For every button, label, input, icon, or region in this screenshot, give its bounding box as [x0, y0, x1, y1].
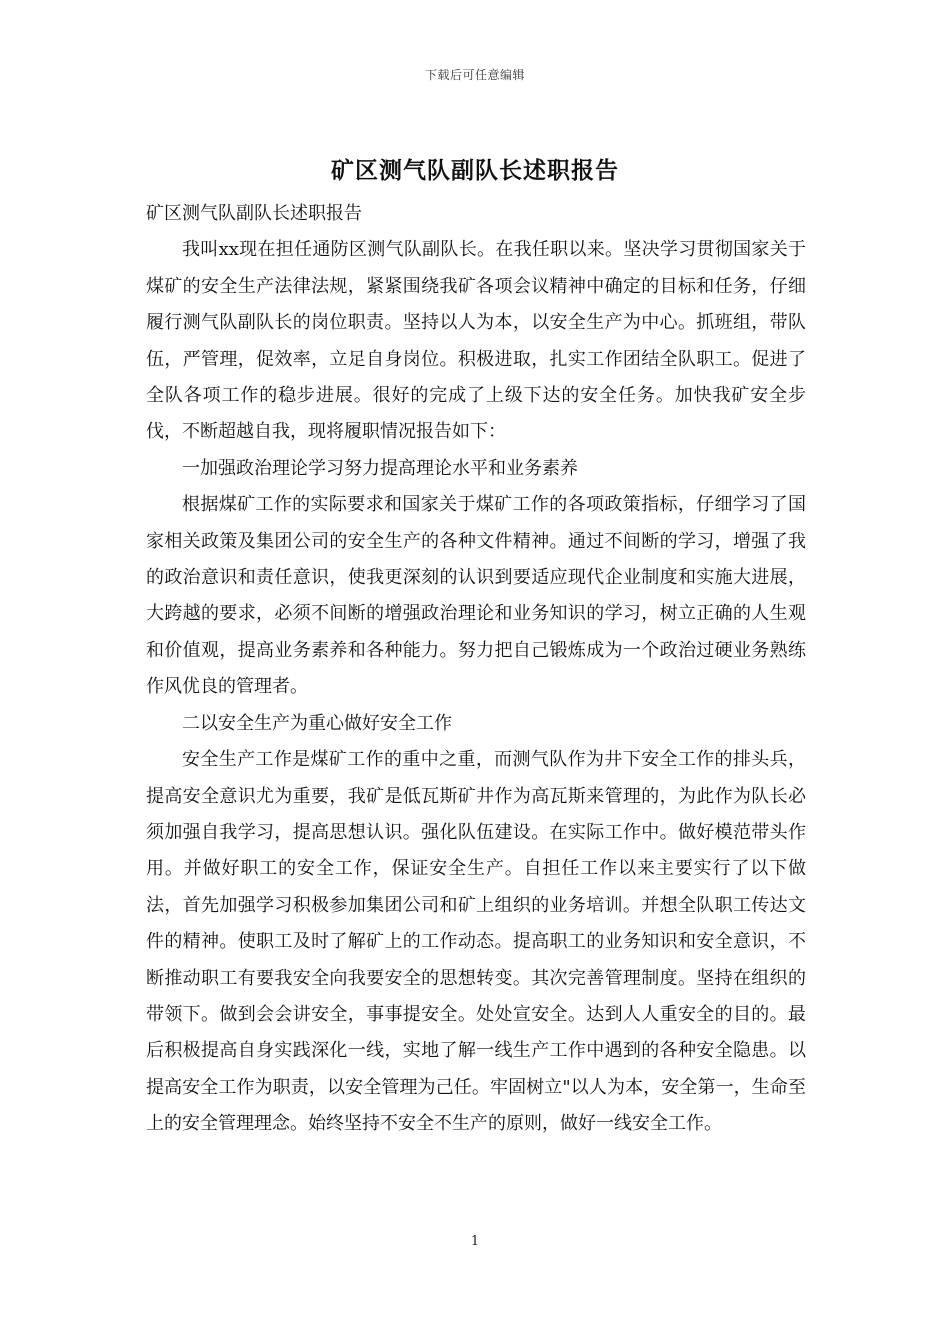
document-title: 矿区测气队副队长述职报告 [331, 157, 619, 184]
document-subtitle: 矿区测气队副队长述职报告 [146, 203, 362, 224]
section-heading-2: 二以安全生产为重心做好安全工作 [182, 712, 452, 734]
paragraph-section-2: 安全生产工作是煤矿工作的重中之重，而测气队作为井下安全工作的排头兵，提高安全意识尤为重要，我矿是低瓦斯矿井作为高瓦斯来管理的，为此作为队长必须加强自我学习，提高思想认识。强化队伍建设。在实际工作中。做好模范带头作用。并做好职工的安全工作，保证安全生产。自担任工作以来主要实行了以下做法，首先加强学习积极参加集团公司和矿上组织的业务培训。并想全队职工传达文件的精神。使职工及时了解矿上的工作动态。提高职工的业务知识和安全意识，不断推动职工有要我安全向我要安全的思想转变。其次完善管理制度。坚持在组织的带领下。做到会会讲安全，事事提安全。处处宣安全。达到人人重安全的目的。最后积极提高自身实践深化一线，实地了解一线生产工作中遇到的各种安全隐患。以提高安全工作为职责，以安全管理为己任。牢固树立"以人为本，安全第一，生命至上的安全管理理念。始终坚持不安全不生产的原则，做好一线安全工作。 [146, 749, 806, 1135]
section-heading-1: 一加强政治理论学习努力提高理论水平和业务素养 [182, 457, 578, 479]
header-note: 下载后可任意编辑 [424, 68, 525, 82]
document-body [146, 196, 806, 1143]
paragraph-section-1: 根据煤矿工作的实际要求和国家关于煤矿工作的各项政策指标，仔细学习了国家相关政策及集团公司的安全生产的各种文件精神。通过不间断的学习，增强了我的政治意识和责任意识，使我更深刻的认识到要适应现代企业制度和实施大进展，大跨越的要求，必须不间断的增强政治理论和业务知识的学习，树立正确的人生观和价值观，提高业务素养和各种能力。努力把自己锻炼成为一个政治过硬业务熟练作风优良的管理者。 [146, 494, 806, 698]
page-number: 1 [470, 1234, 480, 1249]
paragraph-intro: 我叫xx现在担任通防区测气队副队长。在我任职以来。坚决学习贯彻国家关于煤矿的安全生产法律法规，紧紧围绕我矿各项会议精神中确定的目标和任务，仔细履行测气队副队长的岗位职责。坚持以人为本，以安全生产为中心。抓班组，带队伍，严管理，促效率，立足自身岗位。积极进取，扎实工作团结全队职工。促进了全队各项工作的稳步进展。很好的完成了上级下达的安全任务。加快我矿安全步伐，不断超越自我，现将履职情况报告如下： [146, 239, 806, 443]
